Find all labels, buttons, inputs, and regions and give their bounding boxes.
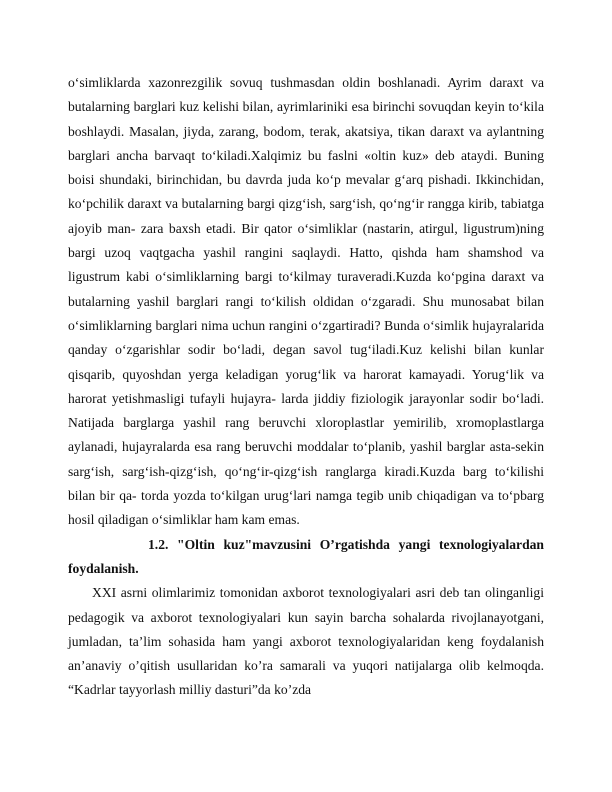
body-paragraph-technologies: XXI asrni olimlarimiz tomonidan axborot texnologiyalari asri deb tan olinganligi pedagogik va axborot texnologiyalari kun sayin barcha sohalarda rivojlanayotgani, jumladan, ta’lim sohasida ham yangi axborot texnologiyalaridan keng foydalanish an’anaviy o’qitish usullaridan ko’ra samarali va yuqori natijalarga olib kelmoqda. “Kadrlar tayyorlash milliy dasturi”da ko’zda	[68, 585, 544, 698]
section-heading: 1.2. "Oltin kuz"mavzusini O’rgatishda yangi texnologiyalardan foydalanish.	[68, 536, 544, 576]
document-page	[68, 71, 544, 703]
body-paragraph-oltin-kuz: o‘simliklarda xazonrezgilik sovuq tushmasdan oldin boshlanadi. Ayrim daraxt va butalarning barglari kuz kelishi bilan, ayrimlariniki esa birinchi sovuqdan keyin to‘kila boshlaydi. Masalan, jiyda, zarang, bodom, terak, akatsiya, tikan daraxt va aylantning barglari ancha barvaqt to‘kiladi.Xalqimiz bu faslni «oltin kuz» deb ataydi. Buning boisi shundaki, birinchidan, bu davrda juda ko‘p mevalar g‘arq pishadi. Ikkinchidan, ko‘pchilik daraxt va butalarning bargi qizg‘ish, sarg‘ish, qo‘ng‘ir rangga kirib, tabiatga ajoyib man- zara baxsh etadi. Bir qator o‘simliklar (nastarin, atirgul, ligustrum)ning bargi uzoq vaqtgacha yashil rangini saqlaydi. Hatto, qishda ham shamshod va ligustrum kabi o‘simliklarning bargi to‘kilmay turaveradi.Kuzda ko‘pgina daraxt va butalarning yashil barglari rangi to‘kilish oldidan o‘zgaradi. Shu munosabat bilan o‘simliklarning barglari nima uchun rangini o‘zgartiradi? Bunda o‘simlik hujayralarida qanday o‘zgarishlar sodir bo‘ladi, degan savol tug‘iladi.Kuz kelishi bilan kunlar qisqarib, quyoshdan yerga keladigan yorug‘lik va harorat kamayadi. Yorug‘lik va harorat yetishmasligi tufayli hujayra- larda jiddiy fiziologik jarayonlar sodir bo‘ladi. Natijada barglarga yashil rang beruvchi xloroplastlar yemirilib, xromoplastlarga aylanadi, hujayralarda esa rang beruvchi moddalar to‘planib, yashil barglar asta-sekin sarg‘ish, sarg‘ish-qizg‘ish, qo‘ng‘ir-qizg‘ish ranglarga kiradi.Kuzda barg to‘kilishi bilan bir qa- torda yozda to‘kilgan urug‘lari namga tegib unib chiqadigan va to‘pbarg hosil qiladigan o‘simliklar ham kam emas.	[68, 75, 544, 528]
